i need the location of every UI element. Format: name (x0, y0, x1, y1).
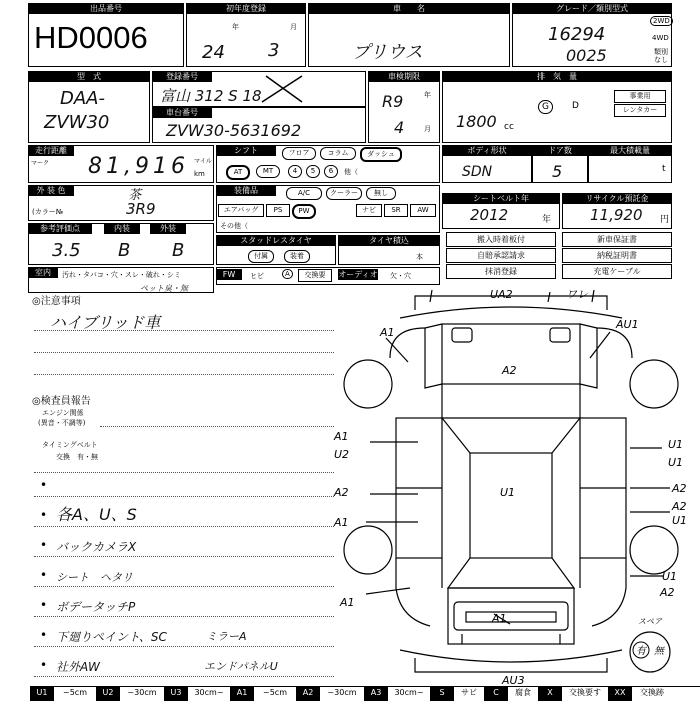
legend-key-x: X (538, 687, 562, 701)
equip-other: その他（ (220, 222, 248, 230)
mark-u1-right-3: U1 (672, 514, 688, 527)
mark-au3-rear: AU3 (502, 674, 525, 686)
mark-a1-left: A1 (334, 430, 349, 443)
report-line-5: 下廻りペイント、SC (56, 630, 167, 644)
car-name: プリウス (352, 42, 423, 63)
equip-cooler: クーラー (326, 187, 362, 200)
report-bullet: • (40, 568, 48, 582)
mileage-unit-km: km (194, 170, 205, 178)
option-4wd: 4WD (652, 34, 669, 42)
mark-a1-left-2: A1 (334, 516, 349, 529)
recycle-fee: 11,920 (590, 206, 643, 224)
score-value: 3.5 (52, 240, 81, 261)
tire-header: タイヤ積込 (338, 235, 440, 246)
car-damage-diagram (330, 288, 700, 686)
option-2wd: 2WD (650, 16, 673, 26)
mark-a1-rear-left: A1 (340, 596, 355, 609)
shift-mt: MT (256, 165, 280, 178)
legend-val-u1: ~5cm (63, 688, 87, 697)
equip-ps: PS (266, 204, 290, 217)
year-label: 年 (232, 23, 239, 31)
fuel-g: G (538, 100, 553, 114)
doc-warranty: 新車保証書 (562, 232, 672, 247)
recycle-unit: 円 (660, 215, 670, 225)
interior-condition-note: ペット臭・無 (140, 284, 188, 293)
equip-pw: PW (292, 204, 316, 219)
equip-sr: SR (384, 204, 408, 217)
spare-no: 無 (654, 646, 664, 657)
mark-ua2-top: UA2 (490, 288, 513, 301)
equip-ac: A/C (286, 187, 322, 200)
mark-a2-right-2: A2 (672, 500, 687, 513)
seatbelt-unit: 年 (542, 215, 552, 225)
shift-5: 5 (306, 165, 320, 178)
score-header: 参考評価点 (28, 223, 92, 234)
inspector-rule (100, 426, 334, 427)
shift-at: AT (226, 165, 250, 180)
report-bullet: • (40, 628, 48, 642)
report-line-6b: エンドパネルU (204, 660, 278, 673)
inspection-header: 車検期限 (368, 71, 440, 82)
grade-value-1: 16294 (548, 24, 606, 45)
legend-val-u2: ~30cm (127, 688, 157, 697)
legend-key-u1: U1 (30, 687, 54, 701)
fw-label: FW (216, 269, 242, 280)
legend-val-u3: 30cm~ (194, 688, 224, 697)
seatbelt-year: 2012 (470, 206, 509, 224)
mark-u1-right-2: U1 (668, 456, 684, 469)
report-line-3: シート ヘタリ (56, 571, 133, 584)
notes-rule (34, 352, 334, 353)
color-header: 外 装 色 (28, 185, 74, 196)
shift-dash: ダッシュ (360, 147, 402, 162)
studless-header: スタッドレスタイヤ (216, 235, 336, 246)
notes-line-1: ハイブリッド車 (50, 313, 161, 332)
mark-crack-top: ワレ (566, 288, 588, 301)
equip-aw: AW (410, 204, 436, 217)
fw-crack: ヒビ (250, 272, 264, 280)
legend-val-a3: 30cm~ (394, 688, 424, 697)
studless-included: 付属 (248, 250, 274, 263)
inspector-rule (34, 472, 334, 473)
inspection-month: 4 (394, 118, 405, 137)
equip-none: 無し (366, 187, 396, 200)
grade-value-2: 0025 (566, 46, 607, 65)
lot-number: HD0006 (34, 20, 148, 55)
chassis-number: ZVW30-5631692 (166, 121, 302, 140)
reg-number: 富山 312 S 18 (160, 87, 262, 105)
equip-navi: ナビ (356, 204, 382, 217)
shift-6: 6 (324, 165, 338, 178)
chassis-header: 車台番号 (152, 107, 212, 118)
mileage-unit-mile: マイル (194, 158, 212, 165)
legend-key-c: C (484, 687, 508, 701)
first-reg-year: 24 (202, 42, 225, 63)
mark-u1-right: U1 (668, 438, 684, 451)
inspector-rule (34, 616, 334, 617)
fuel-d: D (572, 101, 579, 111)
studless-fitted: 装着 (284, 250, 310, 263)
mark-u2-left: U2 (334, 448, 350, 461)
legend-val-c: 腐食 (515, 688, 531, 697)
max-load-header: 最大積載量 (588, 145, 672, 156)
shift-header: シフト (216, 145, 276, 156)
inspector-rule (34, 646, 334, 647)
mark-a2-hood: A2 (502, 364, 517, 377)
model-value-1: DAA- (60, 88, 105, 109)
legend-key-xx: XX (608, 687, 632, 701)
report-line-5b: ミラーA (206, 630, 247, 643)
doc-plate: 搬入時着板付 (446, 232, 556, 247)
inspector-rule (34, 496, 334, 497)
shift-floor: フロア (282, 147, 316, 160)
max-load-unit: t (662, 164, 666, 174)
strike-mark (258, 72, 308, 106)
report-bullet: • (40, 478, 48, 492)
audio-label: オーディオ (338, 270, 378, 279)
month-label: 月 (290, 23, 297, 31)
mark-u1-rear-right: U1 (662, 570, 678, 583)
shift-other: 他（ (344, 168, 358, 176)
legend-key-a2: A2 (296, 687, 320, 701)
legend-key-a3: A3 (364, 687, 388, 701)
option-none: 類別 なし (654, 48, 668, 64)
inspector-rule (34, 676, 334, 677)
business-use: 事業用 (614, 90, 666, 103)
rental-car: レンタカー (614, 104, 666, 117)
recycle-header: リサイクル預託金 (562, 193, 672, 204)
equip-airbag: エアバッグ (218, 204, 264, 217)
engine-label: エンジン関係 (42, 409, 84, 417)
timing-sub: 交換 有・無 (56, 453, 98, 461)
seatbelt-header: シートベルト年 (442, 193, 560, 204)
fw-replace: 交換要 (298, 269, 332, 282)
legend-bar (30, 686, 700, 701)
mark-a1-front-left: A1 (380, 326, 395, 339)
mileage-mark: マーク (31, 160, 50, 167)
notes-rule (34, 374, 334, 375)
fw-a: A (282, 269, 293, 279)
color-code-label: (カラー№ (32, 208, 64, 216)
inspection-year-label: 年 (424, 91, 431, 99)
displacement-value: 1800 (456, 112, 497, 131)
mark-a2-right: A2 (672, 482, 687, 495)
doors: 5 (552, 162, 563, 181)
shift-4: 4 (288, 165, 302, 178)
report-bullet: • (40, 598, 48, 612)
report-bullet: • (40, 538, 48, 552)
inspection-year: R9 (382, 92, 404, 111)
color-code: 3R9 (126, 200, 156, 218)
shift-column: コラム (320, 147, 356, 160)
reg-number-header: 登録番号 (152, 71, 212, 82)
interior-condition-label: 室内 (28, 267, 58, 278)
exterior-header: 外装 (150, 223, 186, 234)
spare-label: スペア (638, 617, 662, 626)
report-line-4: ボデータッチP (56, 600, 136, 614)
legend-key-u2: U2 (96, 687, 120, 701)
legend-val-x: 交換要す (569, 688, 601, 697)
displacement-unit: cc (504, 122, 514, 132)
interior-condition-items: 汚れ・タバコ・穴・スレ・破れ・シミ (62, 271, 181, 279)
legend-val-a1: ~5cm (263, 688, 287, 697)
first-registration-header: 初年度登録 (186, 3, 306, 14)
inspection-month-label: 月 (424, 125, 431, 133)
mark-a2-left: A2 (334, 486, 349, 499)
model-header: 型 式 (28, 71, 150, 82)
inspector-rule (34, 526, 334, 527)
legend-val-s: サビ (461, 688, 477, 697)
mileage-header: 走行距離 (28, 145, 74, 156)
legend-val-xx: 交換跡 (640, 688, 664, 697)
doors-header: ドア数 (532, 145, 588, 156)
mark-a1-rear: A1 (492, 612, 507, 625)
spare-yes: 有 (636, 646, 646, 657)
doc-tax: 納税証明書 (562, 248, 672, 263)
tire-unit: 本 (416, 253, 423, 261)
car-name-header: 車 名 (308, 3, 510, 14)
inspector-rule (34, 556, 334, 557)
displacement-header: 排 気 量 (442, 71, 672, 82)
notes-rule (34, 330, 334, 331)
report-line-6: 社外AW (56, 660, 100, 674)
engine-sub: (異音・不調等) (38, 419, 86, 427)
report-line-2: バックカメラX (56, 540, 137, 554)
timing-label: タイミングベルト (42, 441, 98, 449)
grade-header: グレード／類別型式 (512, 3, 672, 14)
legend-key-u3: U3 (164, 687, 188, 701)
legend-key-a1: A1 (230, 687, 254, 701)
legend-val-a2: ~30cm (327, 688, 357, 697)
exterior-grade: B (172, 240, 185, 261)
doc-charging-cable: 充電ケーブル (562, 264, 672, 279)
mileage-value: 81,916 (88, 154, 189, 179)
interior-header: 内装 (104, 223, 140, 234)
color-value: 茶 (128, 188, 142, 203)
body-type: SDN (462, 164, 493, 180)
model-value-2: ZVW30 (44, 112, 110, 133)
audio-missing: 欠・穴 (390, 272, 411, 280)
interior-grade: B (118, 240, 131, 261)
notes-header: ◎注意事項 (32, 296, 81, 307)
report-bullet: • (40, 508, 48, 522)
inspector-header: ◎検査員報告 (32, 396, 91, 407)
first-reg-month: 3 (268, 40, 280, 61)
mark-u1-roof: U1 (500, 486, 516, 499)
doc-insurance: 自賠承認請求 (446, 248, 556, 263)
inspector-rule (34, 586, 334, 587)
report-bullet: • (40, 658, 48, 672)
legend-key-s: S (430, 687, 454, 701)
report-line-1: 各A、U、S (56, 505, 137, 524)
mark-au1-front-right: AU1 (616, 318, 639, 331)
lot-number-header: 出品番号 (28, 3, 184, 14)
body-type-header: ボディ形状 (442, 145, 532, 156)
doc-deregistration: 抹消登録 (446, 264, 556, 279)
equipment-header: 装備品 (216, 185, 276, 196)
mark-a2-rear-right: A2 (660, 586, 675, 599)
